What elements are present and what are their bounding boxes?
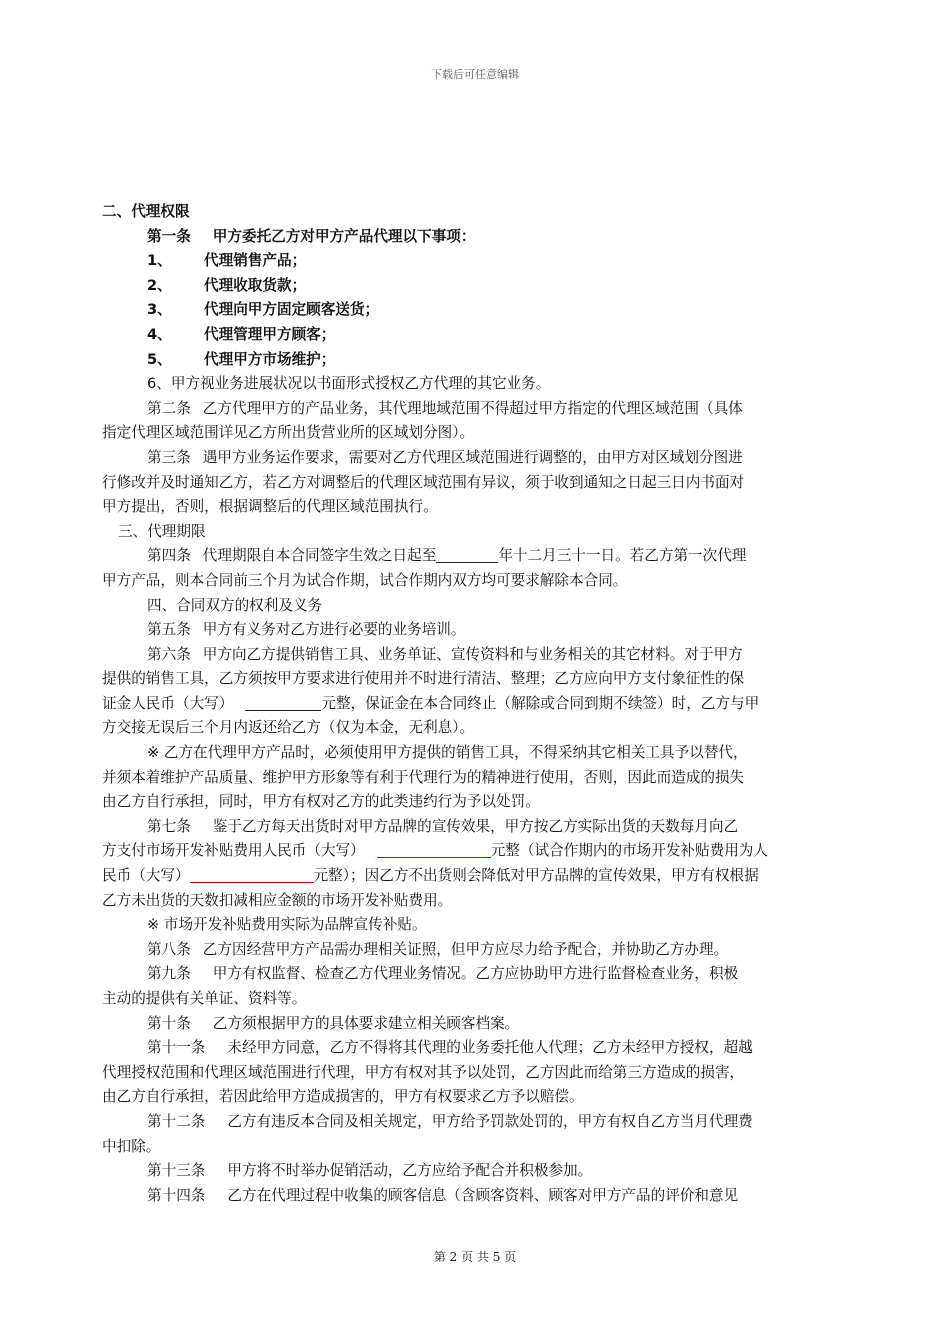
article-text: 甲方有义务对乙方进行必要的业务培训。	[202, 621, 466, 639]
article-4-cont: 甲方产品，则本合同前三个月为试合作期，试合作期内双方均可要求解除本合同。	[102, 571, 628, 589]
fill-blank-subsidy	[377, 839, 491, 858]
article-text: 鉴于乙方每天出货时对甲方品牌的宣传效果，甲方按乙方实际出货的天数每月向乙	[212, 817, 739, 835]
article-label: 第十二条	[147, 1112, 206, 1130]
article-text: 甲方委托乙方对甲方产品代理以下事项：	[212, 227, 476, 245]
article-label: 第十四条	[147, 1186, 206, 1204]
article-2-cont: 指定代理区域范围详见乙方所出货营业所的区域划分图）。	[102, 424, 475, 442]
article-1	[102, 225, 850, 250]
article-text: 甲方向乙方提供销售工具、业务单证、宣传资料和与业务相关的其它材料。对于甲方	[202, 645, 743, 663]
list-item	[102, 298, 850, 323]
article-text: 乙方因经营甲方产品需办理相关证照，但甲方应尽力给予配合，并协助乙方办理。	[202, 940, 729, 958]
article-label: 第六条	[147, 645, 191, 663]
article-text: 年十二月三十一日。若乙方第一次代理	[498, 547, 747, 565]
list-item-6: 6、甲方视业务进展状况以书面形式授权乙方代理的其它业务。	[147, 375, 551, 393]
article-5	[102, 618, 850, 643]
section-heading-term: 三、代理期限	[118, 522, 206, 540]
article-label: 第十条	[147, 1014, 191, 1032]
article-text: 元整）；因乙方不出货则会降低对甲方品牌的宣传效果，甲方有权根据	[313, 867, 759, 885]
article-text: 元整，保证金在本合同终止（解除或合同到期不续签）时，乙方与甲	[321, 694, 760, 712]
article-label: 第一条	[147, 227, 191, 245]
article-label: 第十三条	[147, 1162, 206, 1180]
list-item	[102, 323, 850, 348]
fill-blank-year	[436, 544, 498, 563]
fill-blank-trial-subsidy	[190, 864, 314, 883]
list-text: 代理向甲方固定顾客送货；	[204, 301, 380, 319]
list-item	[102, 249, 850, 274]
article-7-cont	[102, 864, 850, 889]
article-text: 乙方须根据甲方的具体要求建立相关顾客档案。	[212, 1014, 520, 1032]
document-body	[102, 200, 850, 1208]
article-3-cont: 甲方提出，否则，根据调整后的代理区域范围执行。	[102, 498, 438, 516]
article-7-cont	[102, 839, 850, 864]
article-label: 第三条	[147, 448, 191, 466]
article-3-cont: 行修改并及时通知乙方，若乙方对调整后的代理区域范围有异议，须于收到通知之日起三日内书面对	[102, 473, 745, 491]
article-label: 第十一条	[147, 1039, 206, 1057]
list-text: 代理销售产品；	[204, 252, 307, 270]
article-text: 未经甲方同意，乙方不得将其代理的业务委托他人代理；乙方未经甲方授权，超越	[227, 1039, 753, 1057]
article-11-cont: 由乙方自行承担，若因此给甲方造成损害的，甲方有权要求乙方予以赔偿。	[102, 1088, 584, 1106]
section-heading-authority: 二、代理权限	[102, 203, 190, 220]
list-number: 1、	[147, 252, 172, 270]
article-6-cont	[102, 692, 850, 717]
article-text: 乙方在代理过程中收集的顾客信息（含顾客资料、顾客对甲方产品的评价和意见	[227, 1186, 739, 1204]
list-text: 代理管理甲方顾客；	[204, 325, 336, 343]
note-subsidy: ※ 市场开发补贴费用实际为品牌宣传补贴。	[147, 916, 427, 934]
article-text: 乙方有违反本合同及相关规定，甲方给予罚款处罚的，甲方有权自乙方当月代理费	[227, 1112, 753, 1130]
article-label: 第四条	[147, 547, 191, 565]
article-11-cont: 代理授权范围和代理区域范围进行代理，甲方有权对其予以处罚，乙方因此而给第三方造成的损害，	[102, 1063, 745, 1081]
section-heading-rights: 四、合同双方的权利及义务	[147, 596, 323, 614]
article-7	[102, 815, 850, 840]
article-9	[102, 962, 850, 987]
article-6	[102, 643, 850, 668]
article-11	[102, 1036, 850, 1061]
article-text: 方支付市场开发补贴费用人民币（大写）	[102, 842, 365, 860]
article-text: 甲方有权监督、检查乙方代理业务情况。乙方应协助甲方进行监督检查业务，积极	[212, 965, 739, 983]
article-2	[102, 397, 850, 422]
article-3	[102, 446, 850, 471]
list-item	[102, 348, 850, 373]
article-4	[102, 544, 850, 569]
article-label: 第七条	[147, 817, 191, 835]
article-6-cont: 方交接无误后三个月内返还给乙方（仅为本金，无利息）。	[102, 719, 475, 737]
article-text: 乙方代理甲方的产品业务，其代理地域范围不得超过甲方指定的代理区域范围（具体	[202, 399, 743, 417]
article-12-cont: 中扣除。	[102, 1137, 161, 1155]
article-12	[102, 1110, 850, 1135]
list-item	[102, 274, 850, 299]
list-number: 4、	[147, 325, 172, 343]
article-8	[102, 938, 850, 963]
article-label: 第八条	[147, 940, 191, 958]
article-text: 民币（大写）	[102, 867, 190, 885]
article-label: 第九条	[147, 965, 191, 983]
article-6-cont: 提供的销售工具，乙方须按甲方要求进行使用并不时进行清洁、整理；乙方应向甲方支付象征性的保	[102, 670, 745, 688]
article-10	[102, 1012, 850, 1037]
article-text: 甲方将不时举办促销活动，乙方应给予配合并积极参加。	[227, 1162, 593, 1180]
list-text: 代理甲方市场维护；	[204, 350, 336, 368]
list-text: 代理收取货款；	[204, 276, 307, 294]
page-header: 下载后可任意编辑	[431, 68, 519, 81]
article-label: 第二条	[147, 399, 191, 417]
article-14	[102, 1184, 850, 1209]
article-label: 第五条	[147, 621, 191, 639]
fill-blank-deposit	[245, 692, 321, 711]
list-number: 5、	[147, 350, 172, 368]
article-text: 代理期限自本合同签字生效之日起至	[202, 547, 437, 565]
article-9-cont: 主动的提供有关单证、资料等。	[102, 990, 307, 1007]
article-text: 证金人民币（大写）	[102, 694, 234, 712]
note-sales-tools-cont: 由乙方自行承担，同时，甲方有权对乙方的此类违约行为予以处罚。	[102, 793, 540, 811]
article-text: 元整（试合作期内的市场开发补贴费用为人	[490, 842, 768, 860]
page-footer: 第 2 页 共 5 页	[433, 1250, 517, 1264]
article-13	[102, 1159, 850, 1184]
note-sales-tools-cont: 并须本着维护产品质量、维护甲方形象等有利于代理行为的精神进行使用，否则，因此而造成的损失	[102, 768, 745, 786]
article-text: 遇甲方业务运作要求，需要对乙方代理区域范围进行调整的，由甲方对区域划分图进	[202, 448, 743, 466]
article-7-cont: 乙方未出货的天数扣减相应金额的市场开发补贴费用。	[102, 891, 453, 909]
note-sales-tools: ※ 乙方在代理甲方产品时，必须使用甲方提供的销售工具，不得采纳其它相关工具予以替代，	[147, 744, 748, 762]
list-number: 2、	[147, 276, 172, 294]
list-number: 3、	[147, 301, 172, 319]
